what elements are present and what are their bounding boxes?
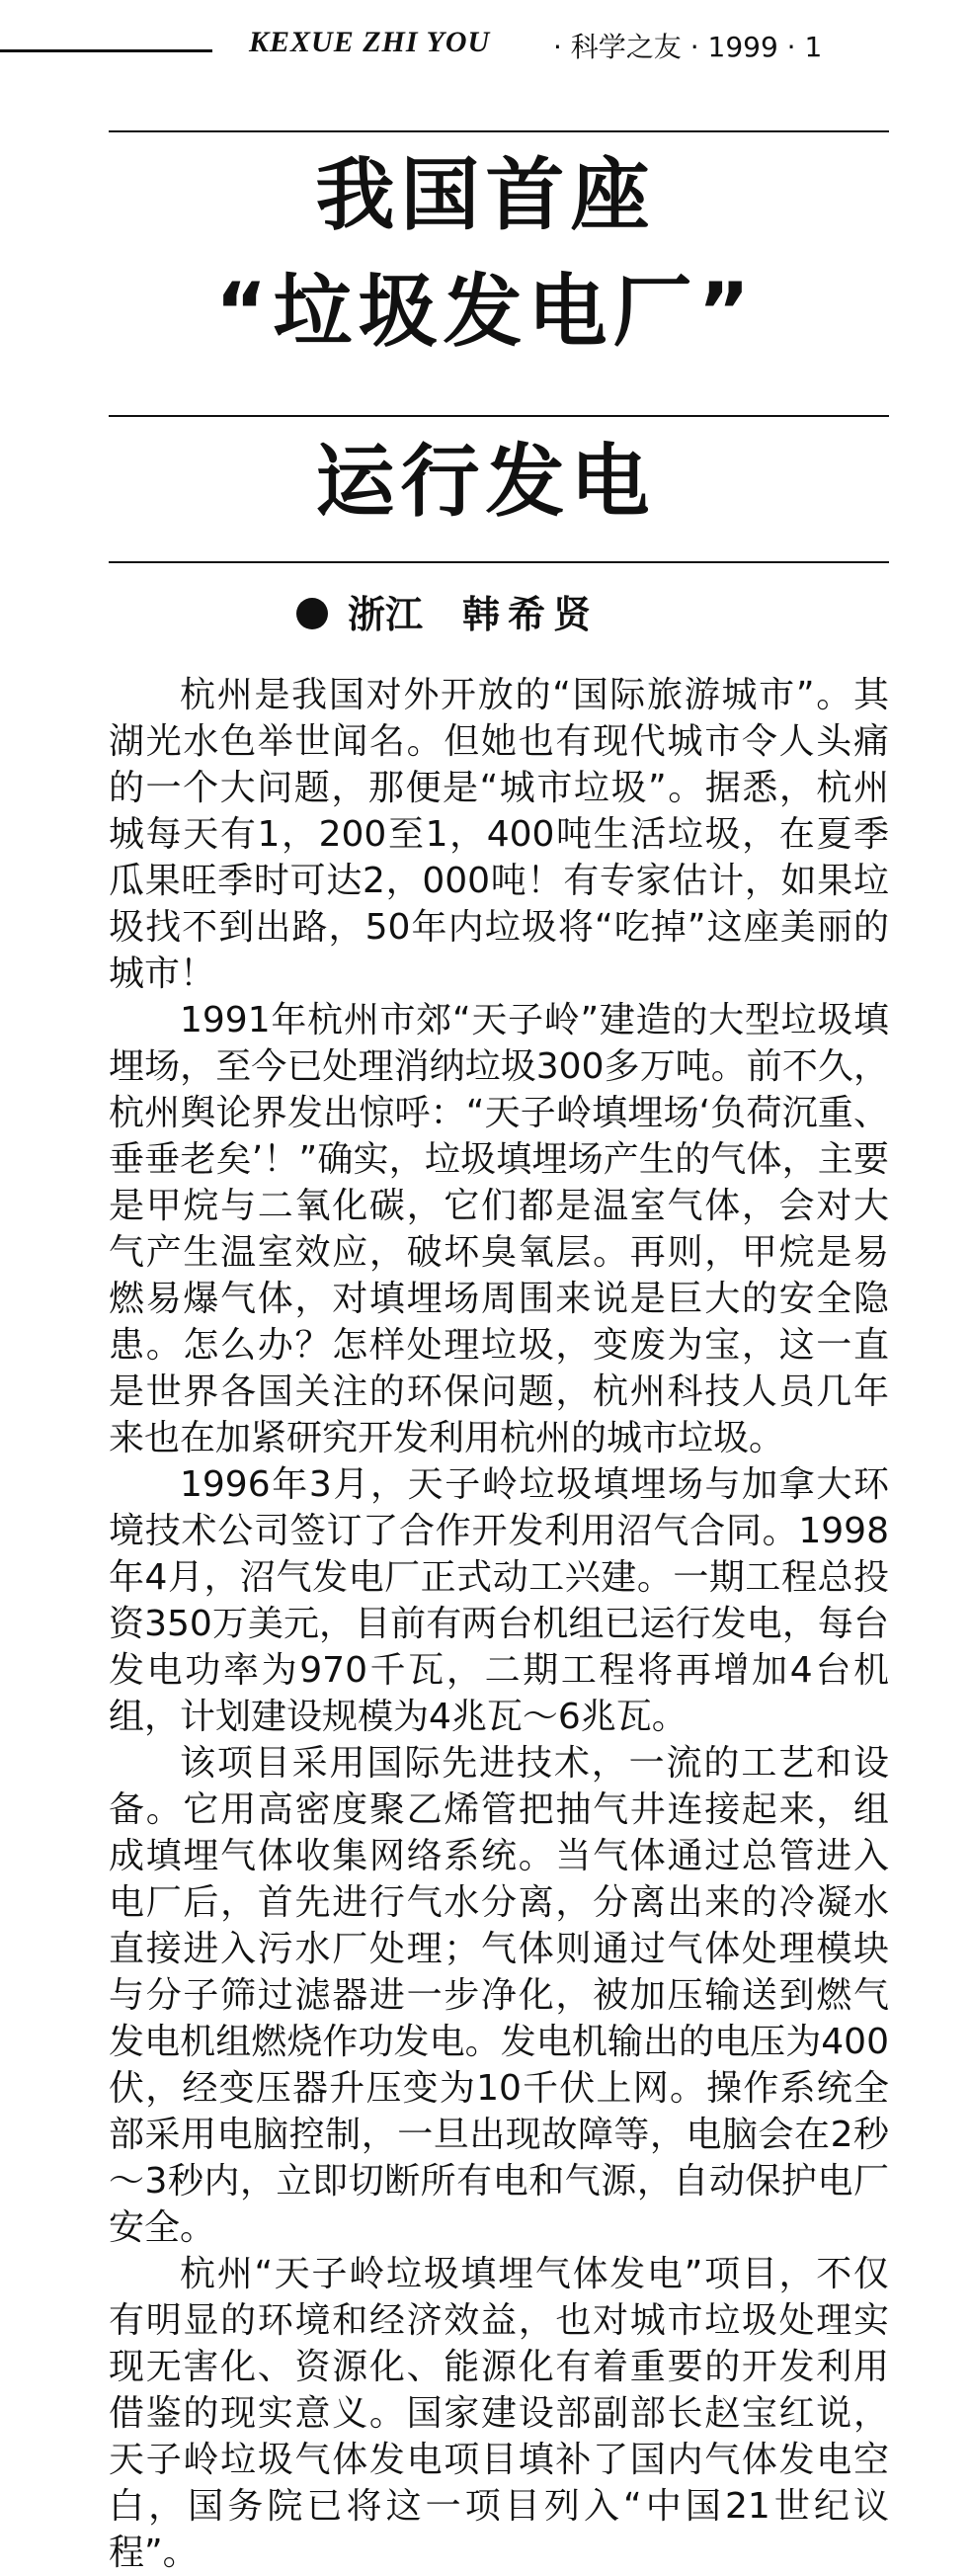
body-paragraph-2: 1991年杭州市郊“天子岭”建造的大型垃圾填埋场，至今已处理消纳垃圾300多万吨。前不久，杭州舆论界发出惊呼：“天子岭填埋场‘负荷沉重、垂垂老矣’！”确实，垃圾填埋场产生的气体，主要是甲烷与二氧化碳，它们都是温室气体，会对大气产生温室效应，破坏臭氧层。再则，甲烷是易燃易爆气体，对填埋场周围来说是巨大的安全隐患。怎么办？怎样处理垃圾，变废为宝，这一直是世界各国关注的环保问题，杭州科技人员几年来也在加紧研究开发利用杭州的城市垃圾。 (109, 1000, 889, 1458)
article-title-line-2: “垃圾发电厂” (214, 266, 757, 358)
body-paragraph-1: 杭州是我国对外开放的“国际旅游城市”。其湖光水色举世闻名。但她也有现代城市令人头痛的一个大问题，那便是“城市垃圾”。据悉，杭州城每天有1，200至1，400吨生活垃圾，在夏季瓜果旺季时可达2，000吨！有专家估计，如果垃圾找不到出路，50年内垃圾将“吃掉”这座美丽的城市！ (109, 675, 889, 994)
body-paragraph-3: 1996年3月，天子岭垃圾填埋场与加拿大环境技术公司签订了合作开发利用沼气合同。1998年4月，沼气发电厂正式动工兴建。一期工程总投资350万美元，目前有两台机组已运行发电，每台发电功率为970千瓦，二期工程将再增加4台机组，计划建设规模为4兆瓦～6兆瓦。 (109, 1464, 889, 1737)
byline-region: 浙江 (348, 593, 424, 636)
article-title-line-1: 我国首座 (315, 149, 656, 241)
title-rule-middle (109, 415, 889, 417)
article-title-line-3: 运行发电 (315, 436, 656, 528)
byline-author: 韩希贤 (462, 592, 600, 636)
title-rule-bottom (109, 561, 889, 563)
bullet-dot-icon (296, 598, 328, 629)
byline (296, 585, 599, 644)
header-rule (0, 49, 212, 52)
body-paragraph-5: 杭州“天子岭垃圾填埋气体发电”项目，不仅有明显的环境和经济效益，也对城市垃圾处理实现无害化、资源化、能源化有着重要的开发利用借鉴的现实意义。国家建设部副部长赵宝红说，天子岭垃圾气体发电项目填补了国内气体发电空白，国务院已将这一项目列入“中国21世纪议程”。 (109, 2254, 889, 2573)
title-rule-top (109, 130, 889, 132)
journal-issue-info: · 科学之友 · 1999 · 1 (553, 31, 823, 63)
running-head (0, 18, 971, 87)
journal-name-latin: KEXUE ZHI YOU (249, 26, 491, 58)
article-body (109, 672, 889, 2576)
body-paragraph-4: 该项目采用国际先进技术，一流的工艺和设备。它用高密度聚乙烯管把抽气井连接起来，组成填埋气体收集网络系统。当气体通过总管进入电厂后，首先进行气水分离，分离出来的冷凝水直接进入污水厂处理；气体则通过气体处理模块与分子筛过滤器进一步净化，被加压输送到燃气发电机组燃烧作功发电。发电机输出的电压为400伏，经变压器升压变为10千伏上网。操作系统全部采用电脑控制，一旦出现故障等，电脑会在2秒～3秒内，立即切断所有电和气源，自动保护电厂安全。 (109, 1743, 889, 2248)
